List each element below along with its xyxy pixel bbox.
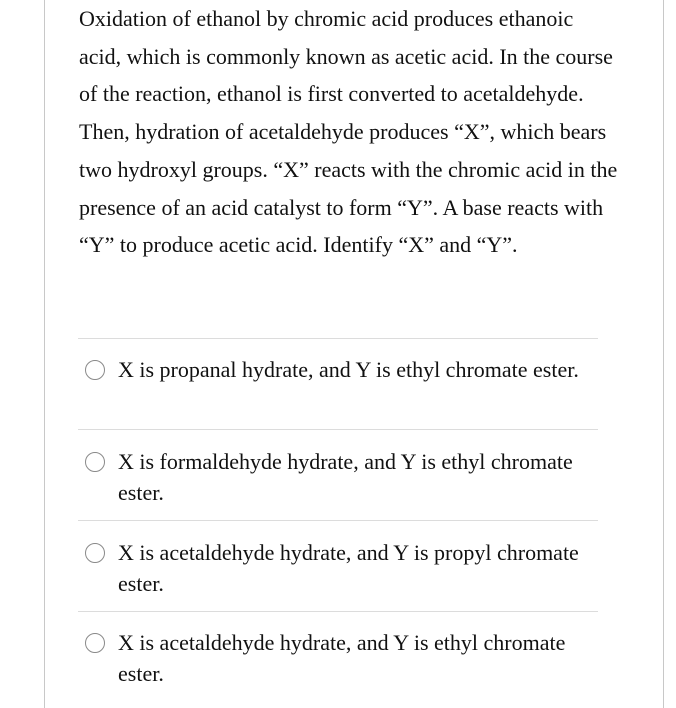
- question-text: Oxidation of ethanol by chromic acid produces ethanoic acid, which is commonly known as acetic acid. In the course of the reaction, ethanol is first converted to acetaldehyde. Then, hydration of acetaldehyde produces “X”, which bears two hydroxyl groups. “X” reacts with the chromic acid in the presence of an acid catalyst to form “Y”. A base reacts with “Y” to produce acetic acid. Identify “X” and “Y”.: [79, 6, 618, 258]
- answer-option-4[interactable]: [78, 615, 598, 705]
- divider: [78, 338, 598, 339]
- radio-button-icon[interactable]: [85, 543, 105, 563]
- option-label: X is acetaldehyde hydrate, and Y is propyl chromate ester.: [118, 540, 579, 596]
- divider: [78, 520, 598, 521]
- option-label: X is formaldehyde hydrate, and Y is ethyl chromate ester.: [118, 449, 573, 505]
- option-label: X is acetaldehyde hydrate, and Y is ethyl chromate ester.: [118, 630, 566, 686]
- option-label: X is propanal hydrate, and Y is ethyl chromate ester.: [118, 357, 579, 382]
- divider: [78, 611, 598, 612]
- divider: [78, 429, 598, 430]
- answer-option-3[interactable]: [78, 525, 598, 615]
- answer-option-2[interactable]: [78, 434, 598, 524]
- radio-button-icon[interactable]: [85, 633, 105, 653]
- answer-option-1[interactable]: [78, 342, 598, 432]
- radio-button-icon[interactable]: [85, 360, 105, 380]
- radio-button-icon[interactable]: [85, 452, 105, 472]
